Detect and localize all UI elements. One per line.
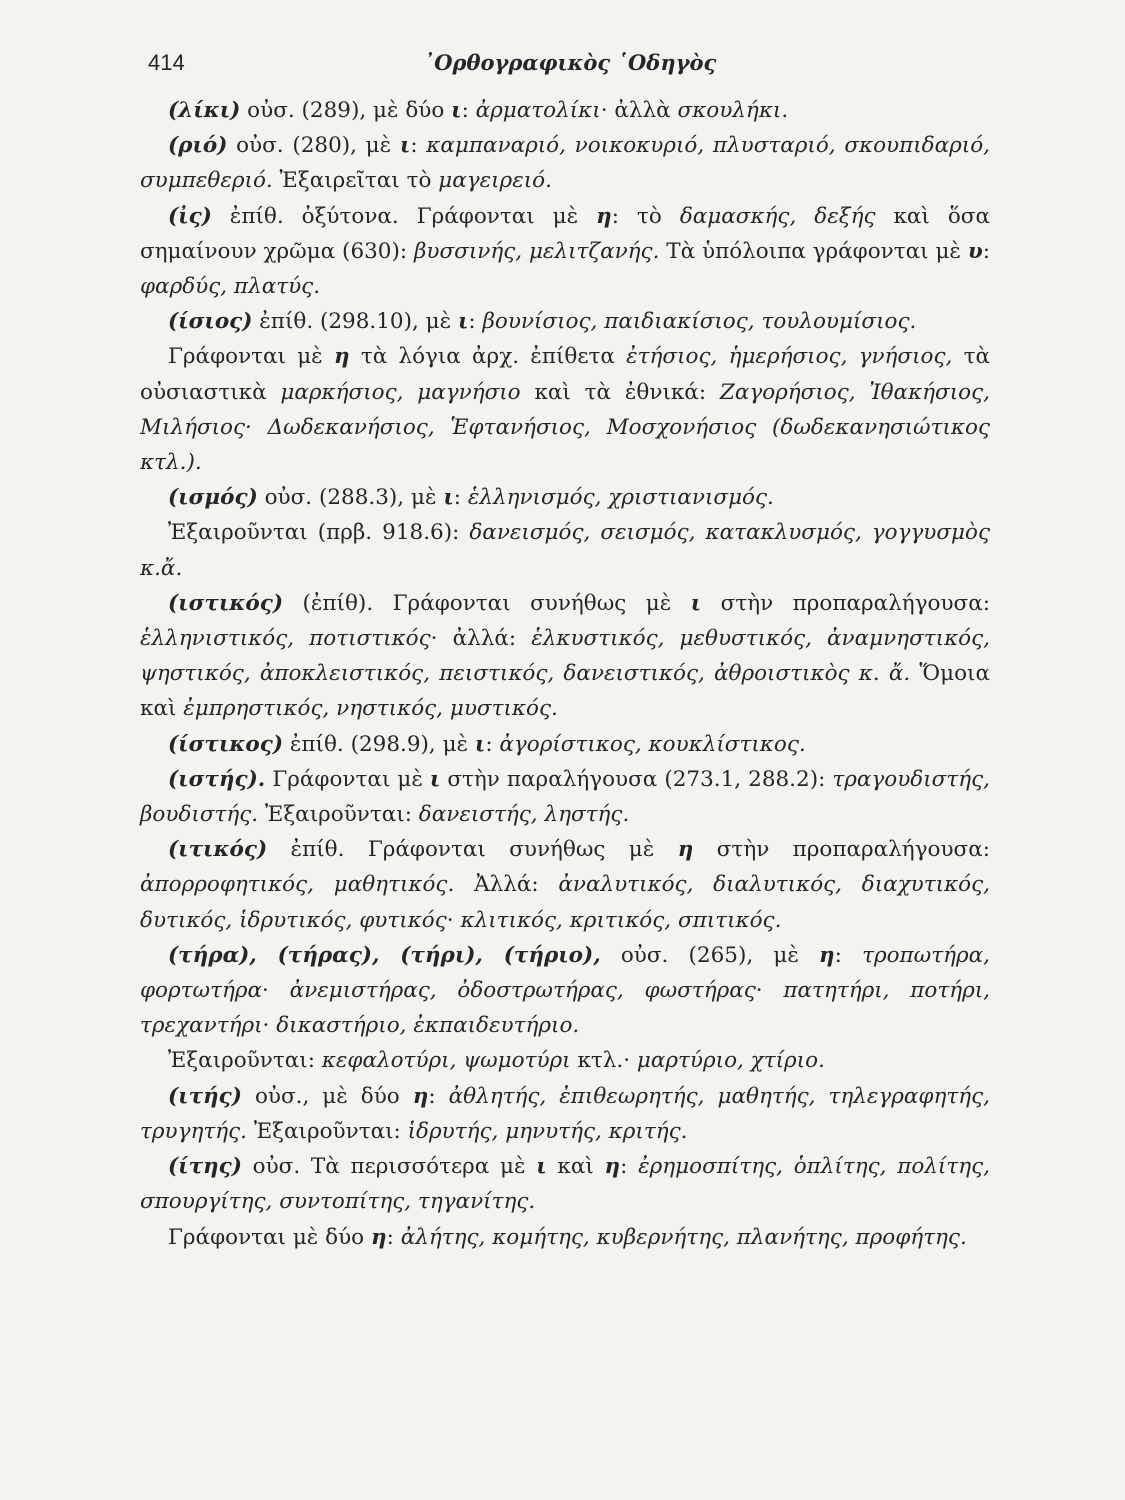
entry-tira: (τήρα), (τήρας), (τήρι), (τήριο), οὐσ. (265), μὲ η: τροπωτήρα, φορτωτήρα· ἀνεμιστήρας, ὀδοστρωτήρας, φωστήρας· πατητήρι, ποτήρι, τρεχαντήρι· δικαστήριο, ἐκπαιδευτήριο. xyxy=(140,942,991,1039)
headword: (ιτικός) xyxy=(168,837,268,863)
headword: (ίτης) xyxy=(168,1154,242,1180)
entry-istis: (ιστής). Γράφονται μὲ ι στὴν παραλήγουσα (273.1, 288.2): τραγουδιστής, βουδιστής. Ἐξαιροῦνται: δανειστής, ληστής. xyxy=(140,766,990,828)
headword: (ίστικος) xyxy=(168,731,284,757)
headword: (λίκι) xyxy=(168,98,241,123)
headword: (ιτής) xyxy=(168,1083,242,1109)
entry-itis-noun: (ίτης) οὐσ. Τὰ περισσότερα μὲ ι καὶ η: ἐρημοσπίτης, ὁπλίτης, πολίτης, σπουργίτης, συντοπίτης, τηγανίτης. xyxy=(140,1154,990,1215)
entry-ismos-exceptions: Ἐξαιροῦνται (πρβ. 918.6): δανεισμός, σεισμός, κατακλυσμός, γογγυσμὸς κ.ἄ. xyxy=(140,520,990,581)
entry-rio: (ριό) οὐσ. (280), μὲ ι: καμπαναριό, νοικοκυριό, πλυσταριό, σκουπιδαριό, συμπεθεριό. Ἐξαιρεῖται τὸ μαγειρειό. xyxy=(140,133,990,194)
page-number: 414 xyxy=(148,50,185,75)
entry-ismos: (ισμός) οὐσ. (288.3), μὲ ι: ἑλληνισμός, χριστιανισμός. xyxy=(168,485,774,511)
headword: (ιστικός) xyxy=(168,590,284,616)
headword: (ἰς) xyxy=(168,203,212,229)
headword: (ισμός) xyxy=(168,485,258,511)
entry-liki: (λίκι) οὐσ. (289), μὲ δύο ι: ἀρματολίκι· ἀλλὰ σκουλήκι. xyxy=(168,98,789,123)
running-title: ᾿Ορθογραφικὸς ῾Οδηγὸς xyxy=(423,50,717,75)
entry-isios-note: Γράφονται μὲ η τὰ λόγια ἀρχ. ἐπίθετα ἐτήσιος, ἡμερήσιος, γνήσιος, τὰ οὐσιαστικὰ μαρκήσιος, μαγνήσιο καὶ τὰ ἐθνικά: Ζαγορήσιος, Ἰθακήσιος, Μιλήσιος· Δωδεκανήσιος, Ἑφτανήσιος, Μοσχονήσιος (δωδεκανησιώτικος κτλ.). xyxy=(140,344,990,476)
headword: (ριό) xyxy=(168,133,228,159)
headword: (ίσιος) xyxy=(168,309,253,335)
entry-istikos: (ιστικός) (ἐπίθ). Γράφονται συνήθως μὲ ι στὴν προπαραλήγουσα: ἑλληνιστικός, ποτιστικός· ἀλλά: ἑλκυστικός, μεθυστικός, ἀναμνηστικός, ψηστικός, ἀποκλειστικός, πειστικός, δανειστικός, ἀθροιστικὸς κ. ἄ. Ὅμοια καὶ ἐμπρηστικός, νηστικός, μυστικός. xyxy=(140,590,990,722)
entry-tira-exceptions: Ἐξαιροῦνται: κεφαλοτύρι, ψωμοτύρι κτλ.· μαρτύριο, χτίριο. xyxy=(168,1048,825,1074)
entry-itikos: (ιτικός) ἐπίθ. Γράφονται συνήθως μὲ η στὴν προπαραλήγουσα: ἀπορροφητικός, μαθητικός. Ἀλλά: ἀναλυτικός, διαλυτικός, διαχυτικός, δυτικός, ἱδρυτικός, φυτικός· κλιτικός, κριτικός, σπιτικός. xyxy=(140,837,990,933)
entry-itis: (ιτής) οὐσ., μὲ δύο η: ἀθλητής, ἐπιθεωρητής, μαθητής, τηλεγραφητής, τρυγητής. Ἐξαιροῦνται: ἱδρυτής, μηνυτής, κριτής. xyxy=(140,1083,990,1144)
headword: (ιστής). xyxy=(168,766,266,792)
entry-isios: (ίσιος) ἐπίθ. (298.10), μὲ ι: βουνίσιος, παιδιακίσιος, τουλουμίσιος. xyxy=(168,309,917,335)
text-body xyxy=(140,93,990,1255)
entry-is: (ἰς) ἐπίθ. ὀξύτονα. Γράφονται μὲ η: τὸ δαμασκής, δεξής καὶ ὅσα σημαίνουν χρῶμα (630): βυσσινής, μελιτζανής. Τὰ ὑπόλοιπα γράφονται μὲ υ: φαρδύς, πλατύς. xyxy=(140,203,990,300)
entry-itis-note: Γράφονται μὲ δύο η: ἀλήτης, κομήτης, κυβερνήτης, πλανήτης, προφήτης. xyxy=(168,1224,967,1250)
entry-istikos-adj: (ίστικος) ἐπίθ. (298.9), μὲ ι: ἀγορίστικος, κουκλίστικος. xyxy=(168,731,806,757)
headword: (τήρα), (τήρας), (τήρι), (τήριο), xyxy=(168,942,601,968)
